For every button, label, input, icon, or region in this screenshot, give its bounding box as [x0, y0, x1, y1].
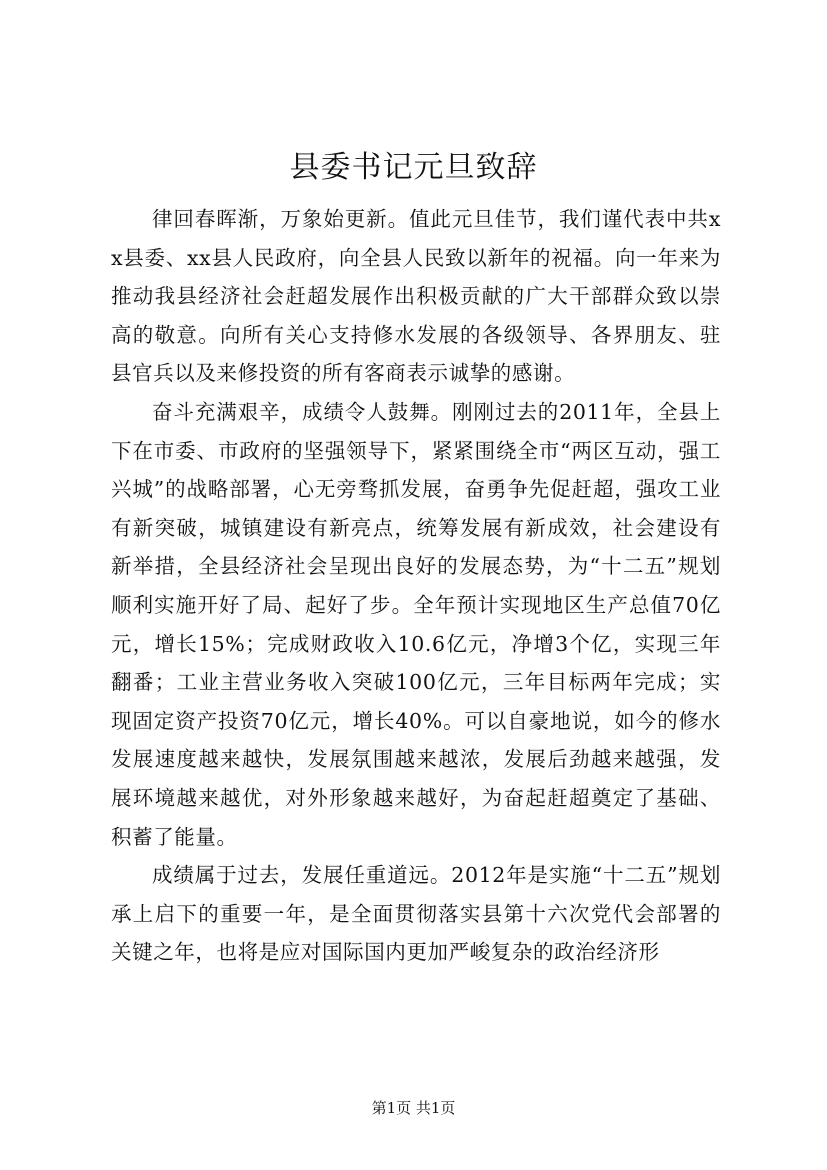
- page-footer: 第1页 共1页: [371, 1099, 456, 1117]
- paragraph-3: 成绩属于过去，发展任重道远。2012年是实施“十二五”规划承上启下的重要一年，是全面贯彻落实县第十六次党代会部署的关键之年，也将是应对国际国内更加严峻复杂的政治经济形: [111, 863, 721, 965]
- paragraph-1: 律回春晖渐，万象始更新。值此元旦佳节，我们谨代表中共xx县委、xx县人民政府，向全县人民致以新年的祝福。向一年来为推动我县经济社会赶超发展作出积极贡献的广大干部群众致以崇高的敬意。向所有关心支持修水发展的各级领导、各界朋友、驻县官兵以及来修投资的所有客商表示诚挚的感谢。: [111, 207, 721, 386]
- document-title: 县委书记元旦致辞: [289, 150, 538, 185]
- document-body: [111, 200, 721, 972]
- paragraph-2: 奋斗充满艰辛，成绩令人鼓舞。刚刚过去的2011年，全县上下在市委、市政府的坚强领导下，紧紧围绕全市“两区互动，强工兴城”的战略部署，心无旁骛抓发展，奋勇争先促赶超，强攻工业有新突破，城镇建设有新亮点，统筹发展有新成效，社会建设有新举措，全县经济社会呈现出良好的发展态势，为“十二五”规划顺利实施开好了局、起好了步。全年预计实现地区生产总值70亿元，增长15%；完成财政收入10.6亿元，净增3个亿，实现三年翻番；工业主营业务收入突破100亿元，三年目标两年完成；实现固定资产投资70亿元，增长40%。可以自豪地说，如今的修水发展速度越来越快，发展氛围越来越浓，发展后劲越来越强，发展环境越来越优，对外形象越来越好，为奋起赶超奠定了基础、积蓄了能量。: [111, 399, 721, 849]
